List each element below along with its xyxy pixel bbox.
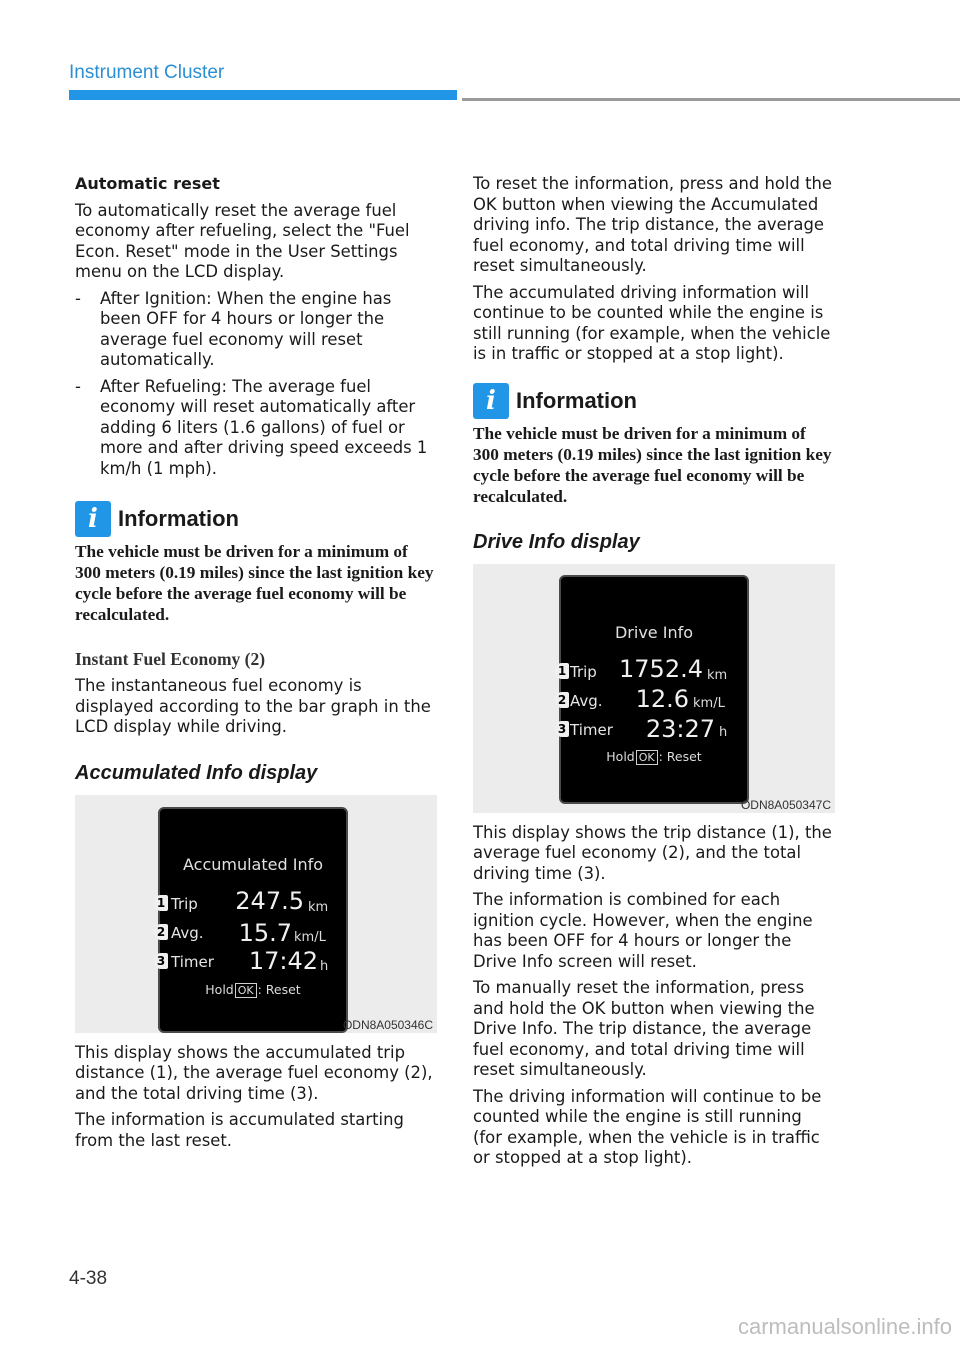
trip-unit: km [308, 899, 329, 915]
screen-title: Drive Info [614, 622, 694, 642]
bullet-item: - After Refueling: The average fuel economy will reset automatically after adding 6 liters (1.6 gallons) of fuel or more and after driving speed exceeds 1 km/h (1 mph). [75, 376, 428, 478]
trip-value: 1752.4 [619, 654, 703, 683]
page-number: 4-38 [69, 1268, 108, 1289]
info-box [473, 383, 835, 507]
info-title: Information [516, 387, 637, 413]
number-badge: 2 [154, 924, 168, 940]
timer-label: Timer [171, 952, 214, 971]
info-icon: i [473, 383, 509, 419]
info-icon: i [75, 501, 111, 537]
number-badge: 2 [555, 692, 569, 708]
avg-unit: km/L [693, 695, 725, 711]
timer-unit: h [320, 958, 329, 974]
number-badge: 3 [154, 953, 168, 969]
number-badge: 1 [555, 663, 569, 679]
hold-reset-hint: Hold OK : Reset [205, 981, 301, 997]
section-title: Instrument Cluster [69, 62, 225, 83]
header-rule-blue [69, 90, 457, 100]
accum-heading: Accumulated Info display [75, 761, 318, 784]
auto-reset-heading: Automatic reset [75, 174, 220, 193]
drive-text-1: This display shows the trip distance (1), the average fuel economy (2), and the total driving time (3). [473, 822, 832, 883]
right-column [473, 174, 835, 1175]
figure-code: ODN8A050346C [342, 1017, 433, 1032]
accum-text-1: This display shows the accumulated trip distance (1), the average fuel economy (2), and the total driving time (3). [75, 1042, 433, 1103]
avg-value: 15.7 [238, 918, 292, 947]
info-text: The vehicle must be driven for a minimum of 300 meters (0.19 miles) since the last ignition key cycle before the average fuel economy will be recalculated. [473, 423, 832, 506]
avg-label: Avg. [570, 691, 603, 710]
timer-label: Timer [570, 720, 613, 739]
trip-label: Trip [171, 894, 198, 913]
number-badge: 3 [555, 721, 569, 737]
header-rule-grey [462, 98, 960, 101]
bullet-text: After Ignition: When the engine has been OFF for 4 hours or longer the average fuel economy will reset automatically. [100, 288, 392, 369]
hold-reset-hint: Hold OK : Reset [606, 748, 702, 764]
bullet-item: - After Ignition: When the engine has been OFF for 4 hours or longer the average fuel economy will reset automatically. [75, 288, 392, 369]
drive-text-3: To manually reset the information, press and hold the OK button when viewing the Drive Info. The trip distance, the average fuel economy, and total driving time will reset simultaneously. [473, 978, 815, 1079]
info-title: Information [118, 506, 239, 531]
instant-text: The instantaneous fuel economy is displayed according to the bar graph in the LCD display while driving. [75, 676, 431, 736]
avg-label: Avg. [171, 923, 204, 942]
lcd-screen [158, 807, 348, 1033]
left-column [75, 174, 437, 1157]
ok-button-icon: OK [636, 750, 658, 765]
screen-title: Accumulated Info [182, 854, 323, 874]
reset-text: To reset the information, press and hold the OK button when viewing the Accumulated driving info. The trip distance, the average fuel economy, and total driving time will reset simultaneously. [473, 174, 832, 275]
drive-info-figure [473, 564, 835, 813]
bullet-text: After Refueling: The average fuel economy will reset automatically after adding 6 liters (1.6 gallons) of fuel or more and after driving speed exceeds 1 km/h (1 mph). [100, 376, 428, 478]
trip-unit: km [707, 667, 728, 683]
watermark: carmanualsonline.info [737, 1314, 952, 1339]
avg-value: 12.6 [635, 684, 689, 713]
info-text: The vehicle must be driven for a minimum of 300 meters (0.19 miles) since the last ignition key cycle before the average fuel economy will be recalculated. [75, 542, 434, 624]
info-box [75, 501, 437, 625]
drive-text-4: The driving information will continue to be counted while the engine is still running (for example, when the vehicle is in traffic or stopped at a stop light). [473, 1086, 822, 1167]
lcd-screen [559, 575, 749, 804]
trip-label: Trip [570, 662, 597, 681]
accumulated-info-figure [75, 795, 437, 1033]
continue-text: The accumulated driving information will continue to be counted while the engine is still running (for example, when the vehicle is in traffic or stopped at a stop light). [473, 282, 831, 363]
drive-text-2: The information is combined for each ignition cycle. However, when the engine has been OFF for 4 hours or longer the Drive Info screen will reset. [473, 890, 813, 971]
ok-button-icon: OK [235, 983, 257, 998]
timer-value: 17:42 [248, 946, 318, 975]
trip-value: 247.5 [235, 886, 304, 915]
instant-heading: Instant Fuel Economy (2) [75, 649, 266, 669]
timer-value: 23:27 [645, 714, 715, 743]
accum-text-2: The information is accumulated starting from the last reset. [75, 1110, 404, 1150]
drive-heading: Drive Info display [473, 530, 640, 553]
figure-code: ODN8A050347C [740, 797, 831, 812]
avg-unit: km/L [294, 929, 326, 945]
auto-reset-text: To automatically reset the average fuel economy after refueling, select the "Fuel Econ. Reset" mode in the User Settings menu on the LCD display. [75, 200, 410, 281]
timer-unit: h [719, 724, 728, 740]
number-badge: 1 [154, 895, 168, 911]
